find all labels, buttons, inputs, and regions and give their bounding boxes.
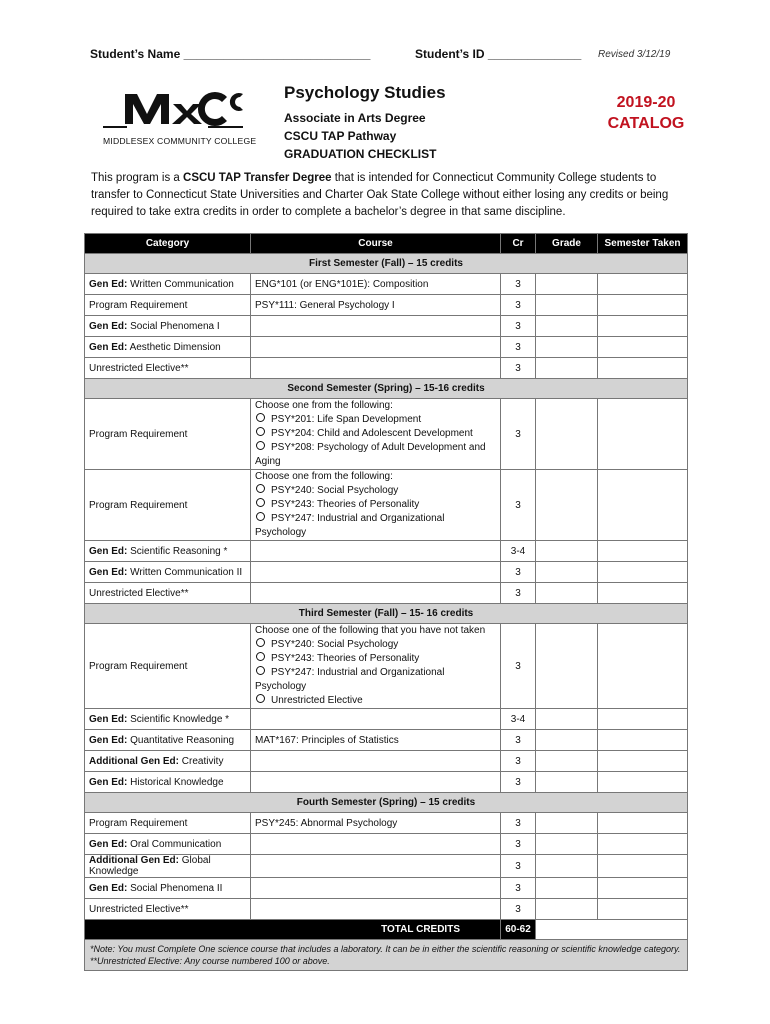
grade-cell[interactable]: [536, 562, 598, 583]
checklist-label: GRADUATION CHECKLIST: [284, 147, 437, 161]
note-science: *Note: You must Complete One science course that includes a laboratory. It can be in either the scientific reasoning or scientific knowledge category.: [90, 944, 681, 954]
course-cell[interactable]: MAT*167: Principles of Statistics: [251, 730, 501, 751]
table-row: [85, 583, 688, 604]
mxcc-logo-mark: [103, 80, 243, 138]
course-cell[interactable]: PSY*245: Abnormal Psychology: [251, 813, 501, 834]
credits-cell: 3: [501, 751, 536, 772]
table-row: [85, 470, 688, 541]
grade-cell[interactable]: [536, 855, 598, 878]
credits-cell: 3: [501, 878, 536, 899]
choice-option[interactable]: [255, 484, 496, 498]
semester-taken-cell[interactable]: [598, 878, 688, 899]
option-label: PSY*208: Psychology of Adult Development and: [271, 442, 486, 453]
category-label: Aesthetic Dimension: [127, 341, 221, 353]
credits-cell: 3: [501, 470, 536, 541]
credits-cell: 3: [501, 772, 536, 793]
category-cell: [85, 274, 251, 295]
category-prefix: Gen Ed:: [89, 566, 128, 578]
grade-cell[interactable]: [536, 751, 598, 772]
header-grade: Grade: [536, 234, 598, 254]
header-category: Category: [85, 234, 251, 254]
table-row: [85, 624, 688, 709]
semester-taken-cell[interactable]: [598, 709, 688, 730]
category-label: Written Communication II: [127, 566, 243, 578]
checkbox-icon[interactable]: [256, 666, 265, 675]
option-label: PSY*204: Child and Adolescent Development: [271, 428, 473, 439]
checkbox-icon[interactable]: [256, 652, 265, 661]
pathway-name: CSCU TAP Pathway: [284, 129, 397, 143]
course-cell[interactable]: [251, 899, 501, 920]
table-row: [85, 358, 688, 379]
college-name: MIDDLESEX COMMUNITY COLLEGE: [103, 136, 257, 146]
category-label: Historical Knowledge: [127, 776, 224, 788]
choice-intro: Choose one from the following:: [255, 471, 393, 482]
course-cell[interactable]: [251, 583, 501, 604]
table-row: [85, 709, 688, 730]
category-cell: Program Requirement: [85, 624, 251, 709]
semester-taken-cell[interactable]: [598, 730, 688, 751]
course-cell[interactable]: [251, 316, 501, 337]
intro-after: that is intended for Connecticut Community College students to transfer to Connecticut State Universities and Charter Oak State College without either losing any credits or being required to take extra credits in order to complete a bachelor’s degree in that same discipline.: [91, 172, 669, 218]
total-credits-label: TOTAL CREDITS: [85, 920, 501, 940]
grade-cell[interactable]: [536, 583, 598, 604]
option-label: PSY*247: Industrial and Organizational Psychology: [255, 513, 445, 538]
choice-intro: Choose one of the following that you have not taken: [255, 625, 486, 636]
grade-cell[interactable]: [536, 295, 598, 316]
course-cell[interactable]: [251, 772, 501, 793]
intro-paragraph: [91, 170, 691, 221]
category-label: Scientific Reasoning *: [127, 545, 228, 557]
credits-cell: 3: [501, 730, 536, 751]
category-cell: [85, 709, 251, 730]
table-row: [85, 316, 688, 337]
category-label: Global Knowledge: [89, 855, 211, 877]
credits-cell: 3: [501, 855, 536, 878]
credits-cell: 3: [501, 834, 536, 855]
semester-taken-cell[interactable]: [598, 834, 688, 855]
category-label: Social Phenomena I: [127, 320, 220, 332]
table-row: [85, 730, 688, 751]
semester-taken-cell[interactable]: [598, 470, 688, 541]
category-cell: [85, 730, 251, 751]
table-row: [85, 878, 688, 899]
semester-taken-cell[interactable]: [598, 358, 688, 379]
course-cell[interactable]: ENG*101 (or ENG*101E): Composition: [251, 274, 501, 295]
header-course: Course: [251, 234, 501, 254]
grade-cell[interactable]: [536, 399, 598, 470]
degree-name: Associate in Arts Degree: [284, 111, 426, 125]
grade-cell[interactable]: [536, 316, 598, 337]
option-continuation: Aging: [255, 456, 281, 467]
semester-taken-cell[interactable]: [598, 813, 688, 834]
choice-option[interactable]: [255, 512, 496, 540]
grade-cell[interactable]: [536, 274, 598, 295]
category-label: Social Phenomena II: [127, 882, 223, 894]
course-choice-cell: [251, 399, 501, 470]
checkbox-icon[interactable]: [256, 441, 265, 450]
category-prefix: Gen Ed:: [89, 734, 128, 746]
semester-row: [85, 604, 688, 624]
program-title-block: [284, 83, 446, 163]
table-row: [85, 855, 688, 878]
semester-taken-cell[interactable]: [598, 751, 688, 772]
category-prefix: Gen Ed:: [89, 713, 128, 725]
catalog-label: CATALOG: [607, 115, 685, 132]
choice-intro: Choose one from the following:: [255, 400, 393, 411]
choice-option[interactable]: [255, 441, 496, 455]
grade-cell[interactable]: [536, 813, 598, 834]
category-cell: [85, 899, 251, 920]
grade-cell[interactable]: [536, 358, 598, 379]
category-label: Oral Communication: [127, 838, 222, 850]
semester-taken-cell[interactable]: [598, 399, 688, 470]
revised-date: Revised 3/12/19: [598, 49, 671, 60]
choice-option[interactable]: [255, 652, 496, 666]
credits-cell: 3: [501, 295, 536, 316]
choice-option[interactable]: [255, 638, 496, 652]
category-label: Written Communication: [127, 278, 234, 290]
course-cell[interactable]: [251, 562, 501, 583]
category-prefix: Additional Gen Ed:: [89, 755, 179, 767]
table-row: [85, 751, 688, 772]
credits-cell: 3: [501, 899, 536, 920]
course-cell[interactable]: [251, 358, 501, 379]
course-cell[interactable]: [251, 751, 501, 772]
table-header-row: [85, 234, 688, 254]
course-cell[interactable]: PSY*111: General Psychology I: [251, 295, 501, 316]
semester-row: [85, 254, 688, 274]
semester-title: Third Semester (Fall) – 15- 16 credits: [85, 604, 688, 624]
course-cell[interactable]: [251, 855, 501, 878]
student-id-field[interactable]: Student’s ID ______________: [415, 47, 582, 61]
category-cell: [85, 751, 251, 772]
table-row: [85, 274, 688, 295]
checkbox-icon[interactable]: [256, 512, 265, 521]
semester-2-rows: [85, 541, 688, 604]
checkbox-icon[interactable]: [256, 427, 265, 436]
header-credits: Cr: [501, 234, 536, 254]
option-label: PSY*247: Industrial and Organizational Psychology: [255, 667, 445, 692]
table-row: [85, 772, 688, 793]
choice-option[interactable]: [255, 666, 496, 694]
catalog-block: [596, 92, 696, 134]
semester-3-rows: [85, 709, 688, 793]
intro-bold: CSCU TAP Transfer Degree: [183, 172, 332, 184]
semester-taken-cell[interactable]: [598, 316, 688, 337]
table-row: [85, 541, 688, 562]
grade-cell[interactable]: [536, 878, 598, 899]
student-name-field[interactable]: Student’s Name ____________________________: [90, 47, 371, 61]
category-cell: [85, 834, 251, 855]
credits-cell: 3: [501, 274, 536, 295]
category-cell: [85, 772, 251, 793]
semester-taken-cell[interactable]: [598, 624, 688, 709]
credits-cell: 3: [501, 813, 536, 834]
course-choice-cell: [251, 624, 501, 709]
category-label: Creativity: [179, 755, 224, 767]
category-prefix: Gen Ed:: [89, 838, 128, 850]
credits-cell: 3-4: [501, 709, 536, 730]
course-cell[interactable]: [251, 709, 501, 730]
option-label: PSY*201: Life Span Development: [271, 414, 422, 425]
category-cell: [85, 295, 251, 316]
category-label: Unrestricted Elective**: [89, 903, 189, 915]
semester-taken-cell[interactable]: [598, 562, 688, 583]
grade-cell[interactable]: [536, 624, 598, 709]
choice-option[interactable]: [255, 694, 496, 708]
notes-row: [85, 940, 688, 971]
category-cell: Program Requirement: [85, 470, 251, 541]
semester-taken-cell[interactable]: [598, 772, 688, 793]
total-credits-value: 60-62: [501, 920, 536, 940]
credits-cell: 3: [501, 316, 536, 337]
grade-cell[interactable]: [536, 772, 598, 793]
grade-cell[interactable]: [536, 337, 598, 358]
checkbox-icon[interactable]: [256, 484, 265, 493]
table-row: [85, 834, 688, 855]
semester-row: [85, 793, 688, 813]
category-label: Unrestricted Elective**: [89, 362, 189, 374]
grade-cell[interactable]: [536, 834, 598, 855]
category-label: Quantitative Reasoning: [127, 734, 235, 746]
category-prefix: Gen Ed:: [89, 545, 128, 557]
category-prefix: Gen Ed:: [89, 278, 128, 290]
semester-title: Second Semester (Spring) – 15-16 credits: [85, 379, 688, 399]
category-cell: [85, 855, 251, 878]
semester-taken-cell[interactable]: [598, 337, 688, 358]
program-title: Psychology Studies: [284, 83, 446, 102]
credits-cell: 3: [501, 337, 536, 358]
grade-cell[interactable]: [536, 470, 598, 541]
course-cell[interactable]: [251, 878, 501, 899]
choice-option[interactable]: [255, 413, 496, 427]
checkbox-icon[interactable]: [256, 498, 265, 507]
intro-before: This program is a: [91, 172, 184, 184]
student-info-header: [0, 47, 770, 67]
category-cell: Program Requirement: [85, 399, 251, 470]
grade-cell[interactable]: [536, 899, 598, 920]
category-prefix: Gen Ed:: [89, 882, 128, 894]
grade-cell[interactable]: [536, 730, 598, 751]
grade-cell[interactable]: [536, 709, 598, 730]
semester-taken-cell[interactable]: [598, 583, 688, 604]
course-cell[interactable]: [251, 541, 501, 562]
semester-taken-cell[interactable]: [598, 274, 688, 295]
total-credits-row: [85, 920, 688, 940]
table-row: [85, 295, 688, 316]
graduation-checklist-table: [84, 233, 688, 971]
table-row: [85, 337, 688, 358]
notes-cell: [85, 940, 688, 971]
note-elective: **Unrestricted Elective: Any course numbered 100 or above.: [90, 956, 330, 966]
option-label: PSY*240: Social Psychology: [271, 639, 399, 650]
category-prefix: Gen Ed:: [89, 341, 128, 353]
checkbox-icon[interactable]: [256, 694, 265, 703]
course-cell[interactable]: [251, 834, 501, 855]
category-label: Program Requirement: [89, 299, 188, 311]
option-label: Unrestricted Elective: [271, 695, 363, 706]
category-cell: [85, 813, 251, 834]
category-prefix: Gen Ed:: [89, 320, 128, 332]
category-label: Program Requirement: [89, 817, 188, 829]
credits-cell: 3: [501, 624, 536, 709]
semester-taken-cell[interactable]: [598, 541, 688, 562]
option-label: PSY*240: Social Psychology: [271, 485, 399, 496]
semester-taken-cell[interactable]: [598, 899, 688, 920]
course-choice-cell: [251, 470, 501, 541]
checkbox-icon[interactable]: [256, 413, 265, 422]
category-cell: [85, 878, 251, 899]
option-label: PSY*243: Theories of Personality: [271, 499, 420, 510]
semester-taken-cell[interactable]: [598, 855, 688, 878]
choice-option[interactable]: [255, 427, 496, 441]
semester-title: Fourth Semester (Spring) – 15 credits: [85, 793, 688, 813]
table-row: [85, 399, 688, 470]
catalog-year: 2019-20: [616, 94, 676, 111]
credits-cell: 3: [501, 562, 536, 583]
course-cell[interactable]: [251, 337, 501, 358]
category-cell: [85, 337, 251, 358]
choice-option[interactable]: [255, 498, 496, 512]
credits-cell: 3: [501, 399, 536, 470]
semester-row: [85, 379, 688, 399]
total-spacer: [536, 920, 688, 940]
category-label: Scientific Knowledge *: [127, 713, 230, 725]
college-logo: [103, 80, 268, 150]
credits-cell: 3: [501, 358, 536, 379]
category-cell: [85, 358, 251, 379]
category-label: Unrestricted Elective**: [89, 587, 189, 599]
semester-taken-cell[interactable]: [598, 295, 688, 316]
table-row: [85, 562, 688, 583]
category-prefix: Gen Ed:: [89, 776, 128, 788]
category-cell: [85, 316, 251, 337]
credits-cell: 3: [501, 583, 536, 604]
category-cell: [85, 541, 251, 562]
table-row: [85, 813, 688, 834]
category-cell: [85, 583, 251, 604]
credits-cell: 3-4: [501, 541, 536, 562]
semester-4-rows: [85, 813, 688, 920]
category-cell: [85, 562, 251, 583]
option-label: PSY*243: Theories of Personality: [271, 653, 420, 664]
table-row: [85, 899, 688, 920]
grade-cell[interactable]: [536, 541, 598, 562]
header-semester-taken: Semester Taken: [598, 234, 688, 254]
semester-title: First Semester (Fall) – 15 credits: [85, 254, 688, 274]
checkbox-icon[interactable]: [256, 638, 265, 647]
category-prefix: Additional Gen Ed:: [89, 855, 179, 866]
semester-1-rows: [85, 274, 688, 379]
